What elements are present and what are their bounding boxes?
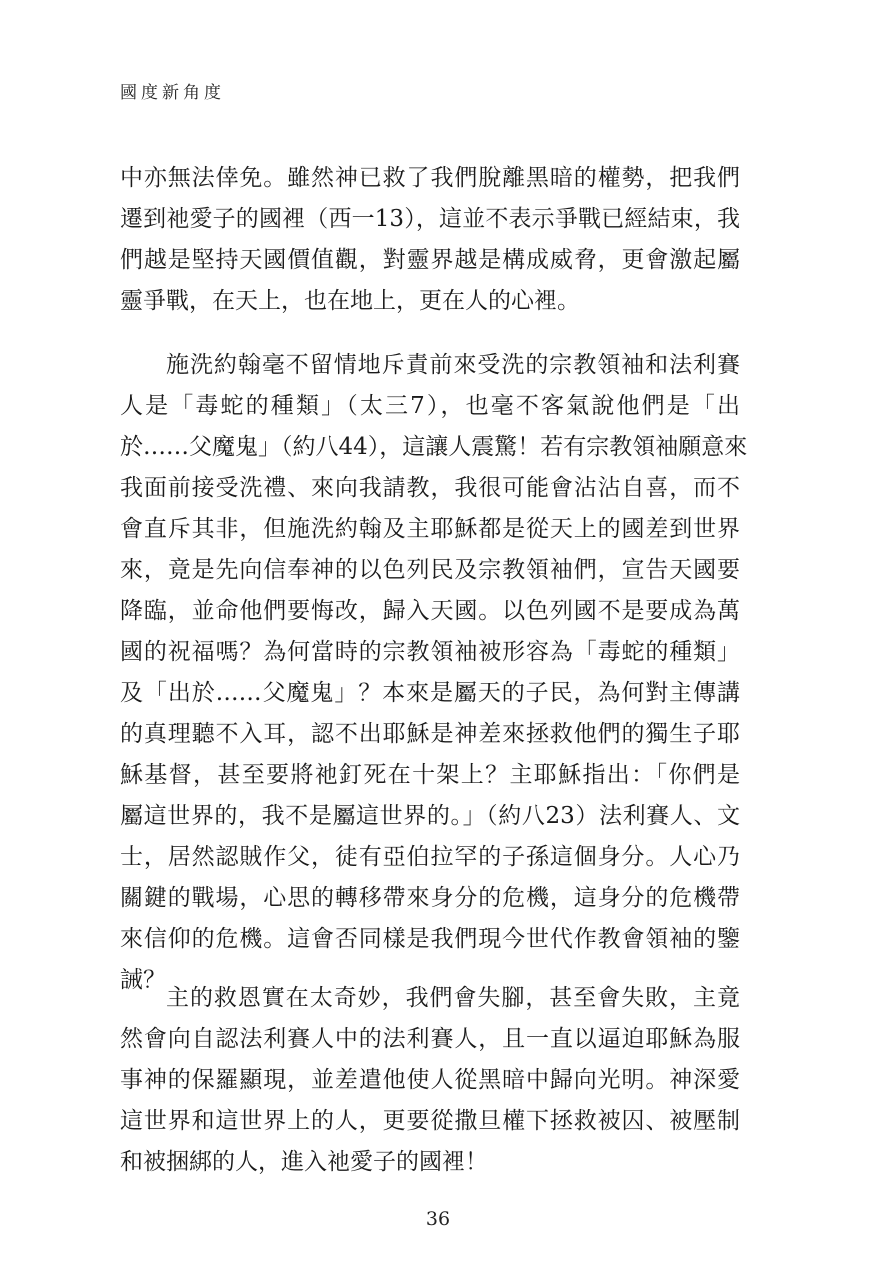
paragraph-line: 主的救恩實在太奇妙，我們會失腳，甚至會失敗，主竟	[166, 985, 740, 1011]
paragraph-line: 國的祝福嗎？為何當時的宗教領袖被形容為「毒蛇的種類」	[120, 639, 740, 665]
paragraph-line: 來信仰的危機。這會否同樣是我們現今世代作教會領袖的鑒	[120, 926, 740, 952]
paragraph-line: 來，竟是先向信奉神的以色列民及宗教領袖們，宣告天國要	[120, 557, 740, 583]
paragraph-line: 降臨，並命他們要悔改，歸入天國。以色列國不是要成為萬	[120, 598, 740, 624]
paragraph-line: 我面前接受洗禮、來向我請教，我很可能會沾沾自喜，而不	[120, 475, 740, 501]
paragraph-1	[120, 158, 740, 322]
paragraph-line: 穌基督，甚至要將祂釘死在十架上？主耶穌指出：「你們是	[120, 762, 740, 788]
paragraph-line: 中亦無法倖免。雖然神已救了我們脫離黑暗的權勢，把我們	[120, 165, 740, 191]
paragraph-line: 屬這世界的，我不是屬這世界的。」（約八23）法利賽人、文	[120, 803, 740, 829]
paragraph-2	[120, 345, 748, 1001]
paragraph-line: 會直斥其非，但施洗約翰及主耶穌都是從天上的國差到世界	[120, 516, 740, 542]
paragraph-line: 施洗約翰毫不留情地斥責前來受洗的宗教領袖和法利賽	[166, 352, 740, 378]
paragraph-line: 及「出於……父魔鬼」？本來是屬天的子民，為何對主傳講	[120, 680, 740, 706]
paragraph-line: 於……父魔鬼」（約八44），這讓人震驚！若有宗教領袖願意來	[120, 434, 748, 460]
paragraph-line: 然會向自認法利賽人中的法利賽人，且一直以逼迫耶穌為服	[120, 1026, 740, 1052]
paragraph-line: 靈爭戰，在天上，也在地上，更在人的心裡。	[120, 288, 580, 314]
paragraph-line: 的真理聽不入耳，認不出耶穌是神差來拯救他們的獨生子耶	[120, 721, 740, 747]
paragraph-line: 關鍵的戰場，心思的轉移帶來身分的危機，這身分的危機帶	[120, 885, 740, 911]
paragraph-3	[120, 978, 740, 1183]
paragraph-line: 誡？	[120, 967, 166, 993]
paragraph-line: 和被捆綁的人，進入祂愛子的國裡！	[120, 1149, 488, 1175]
paragraph-line: 人是「毒蛇的種類」（太三7），也毫不客氣說他們是「出	[120, 393, 740, 419]
paragraph-line: 這世界和這世界上的人，更要從撒旦權下拯救被囚、被壓制	[120, 1108, 740, 1134]
page-number: 36	[425, 1208, 451, 1230]
paragraph-line: 事神的保羅顯現，並差遣他使人從黑暗中歸向光明。神深愛	[120, 1067, 740, 1093]
paragraph-line: 們越是堅持天國價值觀，對靈界越是構成威脅，更會激起屬	[120, 247, 740, 273]
paragraph-line: 士，居然認賊作父，徒有亞伯拉罕的子孫這個身分。人心乃	[120, 844, 740, 870]
paragraph-line: 遷到祂愛子的國裡（西一13），這並不表示爭戰已經結束，我	[120, 206, 740, 232]
running-header-title: 國度新角度	[120, 83, 225, 103]
